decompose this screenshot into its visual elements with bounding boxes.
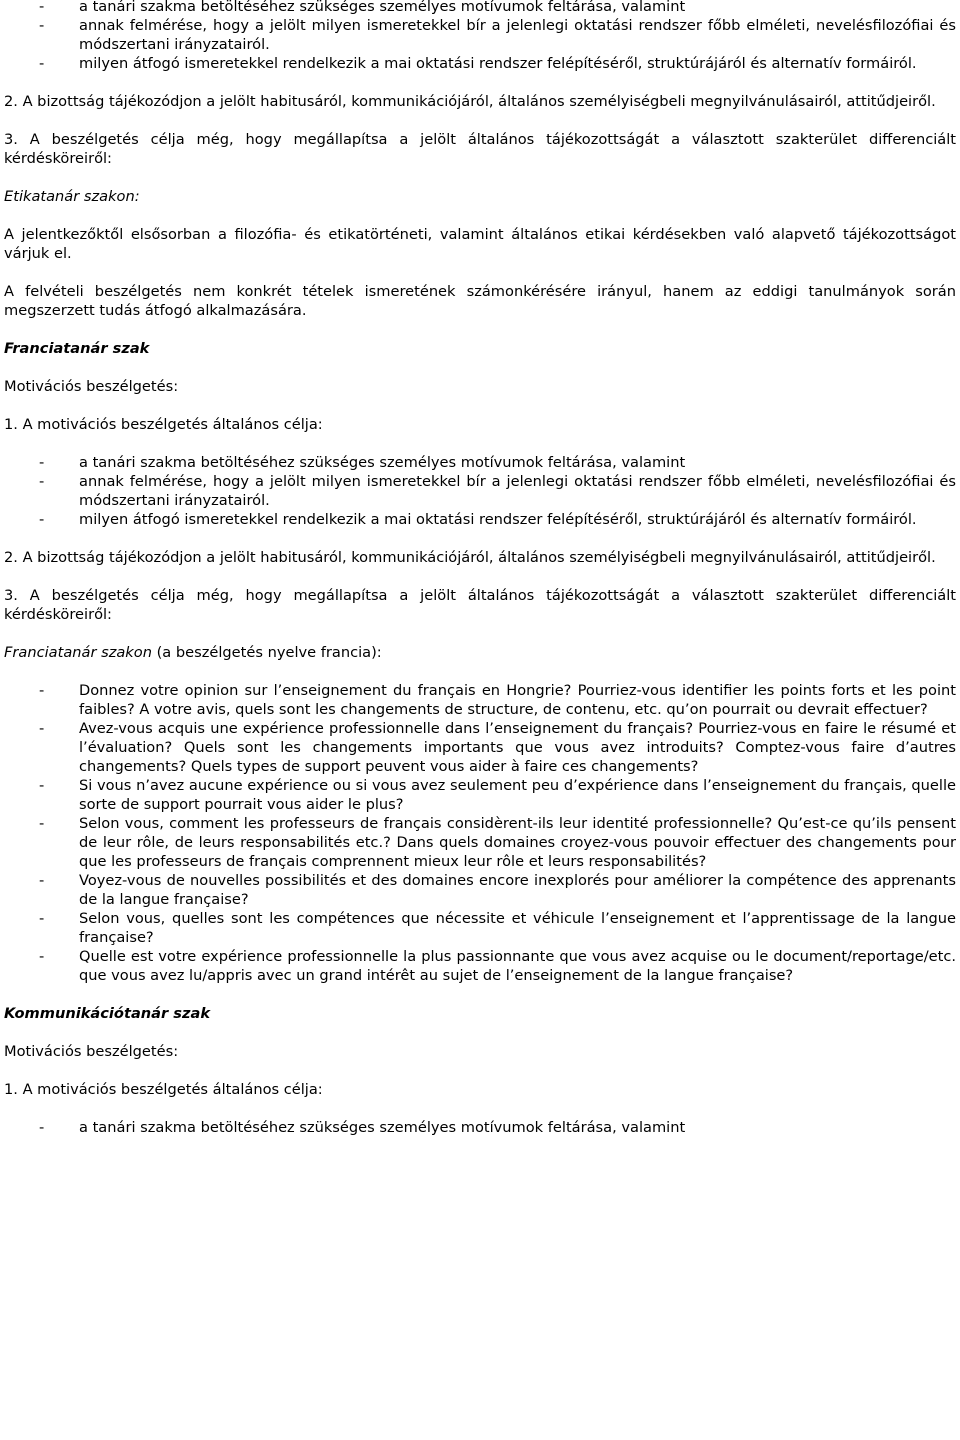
paragraph: 1. A motivációs beszélgetés általános célja:	[4, 416, 323, 433]
paragraph: 2. A bizottság tájékozódjon a jelölt habitusáról, kommunikációjáról, általános személyiségbeli megnyilvánulásairól, attitűdjeiről.	[4, 549, 936, 566]
dash-bullet: -	[39, 777, 45, 794]
list-item	[4, 681, 956, 719]
list-item-text: annak felmérése, hogy a jelölt milyen ismeretekkel bír a jelenlegi oktatási rendszer főbb elméleti, nevelésfilozófiai és módszertani irányzatairól.	[79, 17, 956, 53]
list-item-text: milyen átfogó ismeretekkel rendelkezik a mai oktatási rendszer felépítéséről, struktúrájáról és alternatív formáiról.	[79, 511, 917, 528]
list-item-text: milyen átfogó ismeretekkel rendelkezik a mai oktatási rendszer felépítéséről, struktúrájáról és alternatív formáiról.	[79, 55, 917, 72]
dash-list	[4, 1118, 956, 1137]
dash-bullet: -	[39, 872, 45, 889]
list-item	[4, 453, 956, 472]
document-page	[4, 0, 956, 1137]
paragraph: 1. A motivációs beszélgetés általános célja:	[4, 1081, 323, 1098]
list-item	[4, 871, 956, 909]
text-run: Franciatanár szakon	[4, 644, 152, 661]
paragraph: Motivációs beszélgetés:	[4, 378, 179, 395]
list-item-text: a tanári szakma betöltéséhez szükséges személyes motívumok feltárása, valamint	[79, 454, 686, 471]
list-item-text: Selon vous, quelles sont les compétences que nécessite et véhicule l’enseignement et l’apprentissage de la langue française?	[79, 910, 956, 946]
dash-list	[4, 453, 956, 529]
subsection-label: Etikatanár szakon:	[4, 188, 140, 205]
list-item	[4, 776, 956, 814]
list-item	[4, 814, 956, 871]
section-heading: Franciatanár szak	[4, 340, 150, 357]
list-item-text: annak felmérése, hogy a jelölt milyen ismeretekkel bír a jelenlegi oktatási rendszer főbb elméleti, nevelésfilozófiai és módszertani irányzatairól.	[79, 473, 956, 509]
list-item-text: Selon vous, comment les professeurs de français considèrent-ils leur identité professionnelle? Qu’est-ce qu’ils pensent de leur rôle, de leurs responsabilités etc.? Dans quels domaines croyez-vous pouvoir effectuer des changements pour que les professeurs de français comprennent mieux leur rôle et leurs responsabilités?	[79, 815, 956, 870]
list-item	[4, 947, 956, 985]
paragraph: A jelentkezőktől elsősorban a filozófia- és etikatörténeti, valamint általános etikai kérdésekben való alapvető tájékozottságot várjuk el.	[4, 226, 956, 262]
dash-list	[4, 0, 956, 73]
list-item	[4, 16, 956, 54]
list-item-text: Donnez votre opinion sur l’enseignement du français en Hongrie? Pourriez-vous identifier les points forts et les point faibles? A votre avis, quels sont les changements de structure, de contenu, etc. qu’on pourrait ou devrait effectuer?	[79, 682, 956, 718]
list-item-text: Avez-vous acquis une expérience professionnelle dans l’enseignement du français? Pourriez-vous en faire le résumé et l’évaluation? Quels sont les changements importants que vous avez introduits? Comptez-vous faire d’autres changements? Quels types de support peuvent vous aider à faire ces changements?	[79, 720, 956, 775]
list-item-text: a tanári szakma betöltéséhez szükséges személyes motívumok feltárása, valamint	[79, 0, 686, 15]
dash-bullet: -	[39, 0, 45, 15]
list-item	[4, 54, 956, 73]
section-heading: Kommunikációtanár szak	[4, 1005, 211, 1022]
dash-bullet: -	[39, 910, 45, 927]
dash-bullet: -	[39, 1119, 45, 1136]
paragraph: 2. A bizottság tájékozódjon a jelölt habitusáról, kommunikációjáról, általános személyiségbeli megnyilvánulásairól, attitűdjeiről.	[4, 93, 936, 110]
list-item	[4, 0, 956, 16]
text-run: (a beszélgetés nyelve francia):	[151, 644, 382, 661]
paragraph: 3. A beszélgetés célja még, hogy megállapítsa a jelölt általános tájékozottságát a választott szakterület differenciált kérdésköreiről:	[4, 131, 956, 167]
dash-bullet: -	[39, 454, 45, 471]
dash-bullet: -	[39, 473, 45, 490]
dash-bullet: -	[39, 720, 45, 737]
dash-bullet: -	[39, 682, 45, 699]
dash-bullet: -	[39, 948, 45, 965]
dash-bullet: -	[39, 55, 45, 72]
list-item-text: Si vous n’avez aucune expérience ou si vous avez seulement peu d’expérience dans l’enseignement du français, quelle sorte de support pourrait vous aider le plus?	[79, 777, 956, 813]
dash-bullet: -	[39, 511, 45, 528]
paragraph: A felvételi beszélgetés nem konkrét tételek ismeretének számonkérésére irányul, hanem az eddigi tanulmányok során megszerzett tudás átfogó alkalmazására.	[4, 283, 956, 319]
list-item-text: Voyez-vous de nouvelles possibilités et des domaines encore inexplorés pour améliorer la compétence des apprenants de la langue française?	[79, 872, 956, 908]
list-item-text: Quelle est votre expérience professionnelle la plus passionnante que vous avez acquise ou le document/reportage/etc. que vous avez lu/appris avec un grand intérêt au sujet de l’enseignement de la langue française?	[79, 948, 956, 984]
dash-list	[4, 681, 956, 985]
paragraph	[4, 643, 956, 662]
paragraph: Motivációs beszélgetés:	[4, 1043, 179, 1060]
list-item	[4, 1118, 956, 1137]
list-item	[4, 719, 956, 776]
list-item	[4, 510, 956, 529]
dash-bullet: -	[39, 17, 45, 34]
list-item	[4, 472, 956, 510]
dash-bullet: -	[39, 815, 45, 832]
list-item	[4, 909, 956, 947]
list-item-text: a tanári szakma betöltéséhez szükséges személyes motívumok feltárása, valamint	[79, 1119, 686, 1136]
paragraph: 3. A beszélgetés célja még, hogy megállapítsa a jelölt általános tájékozottságát a választott szakterület differenciált kérdésköreiről:	[4, 587, 956, 623]
